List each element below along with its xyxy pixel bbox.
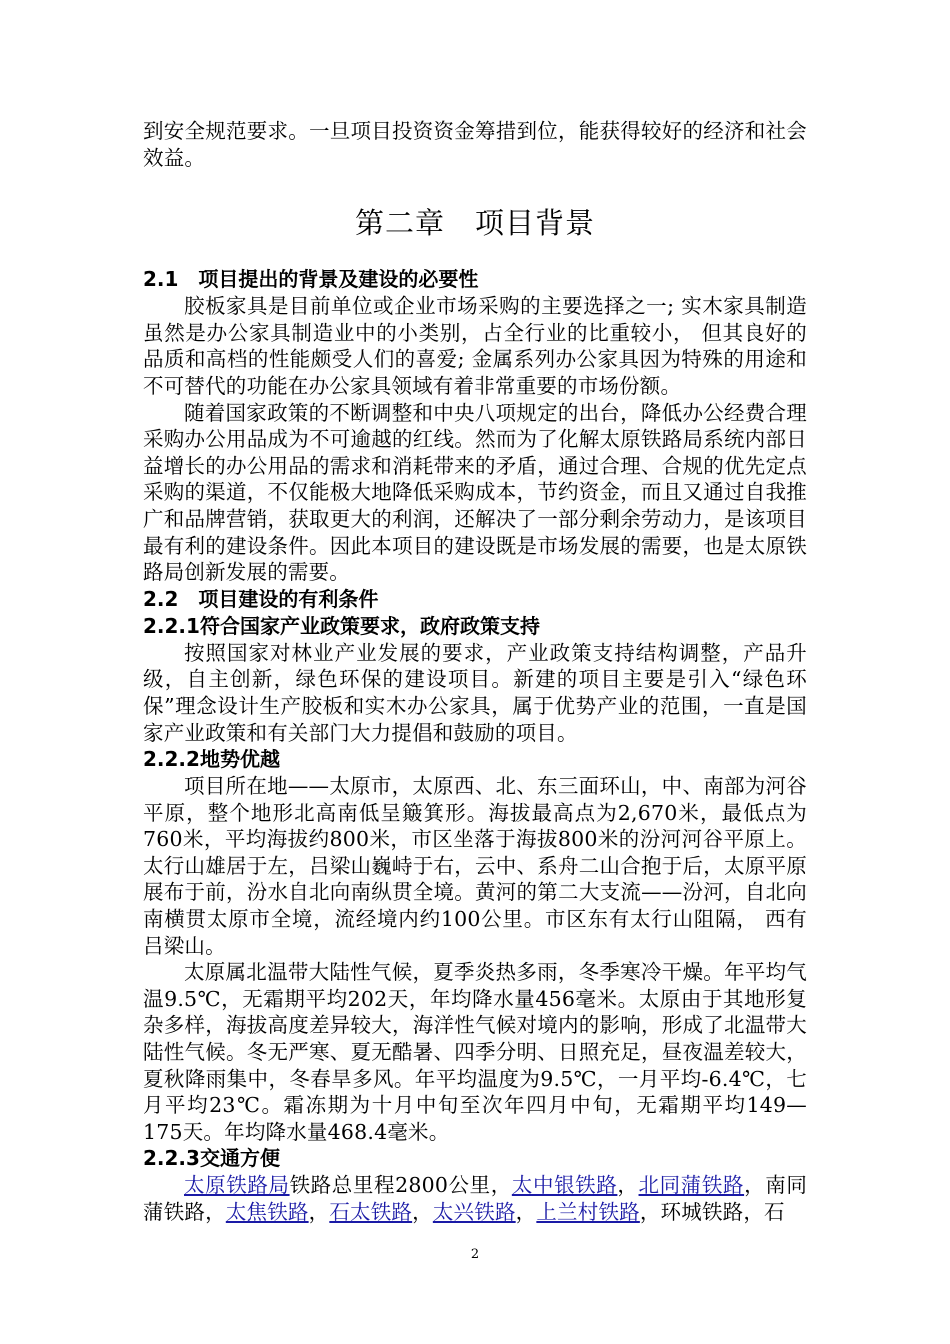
section-2-1-paragraph-2: 随着国家政策的不断调整和中央八项规定的出台，降低办公经费合理采购办公用品成为不可逾越的红线。然而为了化解太原铁路局系统内部日益增长的办公用品的需求和消耗带来的矛盾，通过合理、合规的优先定点采购的渠道，不仅能极大地降低采购成本，节约资金，而且又通过自我推广和品牌营销，获取更大的利润，还解决了一部分剩余劳动力，是该项目最有利的建设条件。因此本项目的建设既是市场发展的需要，也是太原铁路局创新发展的需要。 — [143, 400, 807, 585]
text-segment: 铁路总里程2800公里， — [289, 1173, 512, 1198]
section-2-2-3-heading: 2.2.3交通方便 — [143, 1146, 280, 1171]
section-2-2-heading: 2.2 项目建设的有利条件 — [143, 586, 379, 611]
link-taixing-railway[interactable]: 太兴铁路 — [432, 1200, 516, 1224]
section-2-2-3-paragraph — [143, 1172, 807, 1225]
link-beitongpu-railway[interactable]: 北同蒲铁路 — [638, 1173, 745, 1198]
section-2-1-paragraph-1: 胶板家具是目前单位或企业市场采购的主要选择之一; 实木家具制造虽然是办公家具制造业中的小类别，占全行业的比重较小， 但其良好的品质和高档的性能颇受人们的喜爱; 金属系列办公家具因为特殊的用途和不可替代的功能在办公家具领域有着非常重要的市场份额。 — [143, 294, 807, 398]
page-content — [143, 118, 807, 1226]
section-2-2-2-paragraph-2: 太原属北温带大陆性气候，夏季炎热多雨，冬季寒冷干燥。年平均气温9.5℃，无霜期平均202天，年均降水量456毫米。太原由于其地形复杂多样，海拔高度差异较大，海洋性气候对境内的影响，形成了北温带大陆性气候。冬无严寒、夏无酷暑、四季分明、日照充足，昼夜温差较大，夏秋降雨集中，冬春旱多风。年平均温度为9.5℃，一月平均-6.4℃，七月平均23℃。霜冻期为十月中旬至次年四月中旬，无霜期平均149—175天。年均降水量468.4毫米。 — [143, 960, 807, 1144]
text-segment: ， — [308, 1200, 330, 1224]
link-shanglancun-railway[interactable]: 上兰村铁路 — [536, 1200, 640, 1224]
section-2-2-1-heading: 2.2.1符合国家产业政策要求，政府政策支持 — [143, 613, 540, 638]
section-2-1-heading: 2.1 项目提出的背景及建设的必要性 — [143, 267, 479, 292]
page-number: 2 — [470, 1247, 480, 1262]
link-taijiao-railway[interactable]: 太焦铁路 — [225, 1200, 309, 1224]
section-2-2-2-paragraph-1: 项目所在地——太原市，太原西、北、东三面环山，中、南部为河谷平原，整个地形北高南低呈簸箕形。海拔最高点为2,670米，最低点为760米，平均海拔约800米，市区坐落于海拔800米的汾河河谷平原上。太行山雄居于左，吕梁山巍峙于右，云中、系舟二山合抱于后，太原平原展布于前，汾水自北向南纵贯全境。黄河的第二大支流——汾河，自北向南横贯太原市全境，流经境内约100公里。市区东有太行山阻隔， 西有吕梁山。 — [143, 774, 807, 958]
text-segment: ， — [515, 1200, 537, 1224]
text-segment: ，环城铁路，石 — [639, 1200, 785, 1224]
text-segment: ，南同蒲铁路， — [143, 1173, 808, 1224]
section-2-2-1-paragraph: 按照国家对林业产业发展的要求，产业政策支持结构调整，产品升级，自主创新，绿色环保的建设项目。新建的项目主要是引入“绿色环保”理念设计生产胶板和实木办公家具，属于优势产业的范围，一直是国家产业政策和有关部门大力提倡和鼓励的项目。 — [143, 640, 807, 745]
chapter-title: 第二章 项目背景 — [354, 206, 595, 241]
section-2-2-2-heading: 2.2.2地势优越 — [143, 747, 280, 772]
text-segment: ， — [617, 1173, 639, 1198]
link-shitai-railway[interactable]: 石太铁路 — [329, 1200, 413, 1224]
intro-paragraph: 到安全规范要求。一旦项目投资资金筹措到位，能获得较好的经济和社会效益。 — [143, 119, 807, 170]
text-segment: ， — [412, 1200, 433, 1224]
link-taizhongyin-railway[interactable]: 太中银铁路 — [511, 1173, 618, 1198]
link-taiyuan-railway-bureau[interactable]: 太原铁路局 — [184, 1173, 290, 1198]
